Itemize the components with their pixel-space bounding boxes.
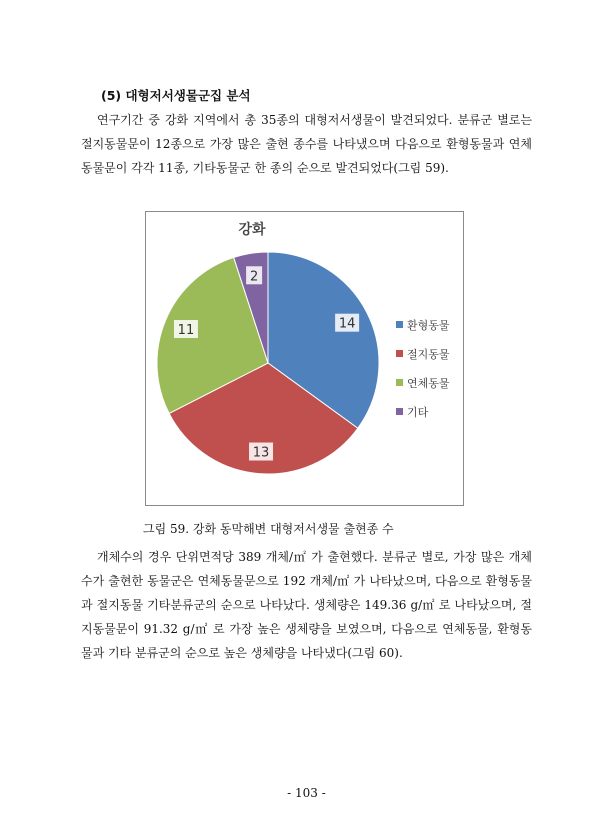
figure-caption: 그림 59. 강화 동막해변 대형저서생물 출현종 수	[143, 522, 394, 536]
data-label-2	[249, 443, 273, 461]
data-label-4	[246, 266, 262, 284]
paragraph-species-text: 연구기간 중 강화 지역에서 총 35종의 대형저서생물이 발견되었다. 분류군 별로는 절지동물문이 12종으로 가장 많은 출현 종수를 나타냈으며 다음으로 환형동물과 연체동물문이 각각 11종, 기타동물군 한 종의 순으로 발견되었다(그림 59).	[81, 113, 532, 175]
legend-swatch	[396, 408, 403, 415]
pie-chart	[146, 212, 465, 507]
legend-item-1	[396, 318, 450, 332]
legend-label: 연체동물	[407, 377, 450, 390]
data-label-3	[174, 320, 198, 338]
data-label-1	[335, 314, 359, 332]
chart-title: 강화	[238, 222, 266, 238]
pie-slices	[157, 252, 379, 474]
page-number: - 103 -	[287, 786, 326, 800]
legend-label: 환형동물	[407, 319, 450, 332]
paragraph-abundance-text: 개체수의 경우 단위면적당 389 개체/㎡ 가 출현했다. 분류군 별로, 가장 많은 개체수가 출현한 동물군은 연체동물문으로 192 개체/㎡ 가 나타났으며, 다음으로 환형동물과 절지동물 기타분류군의 순으로 나타났다. 생체량은 149.36 g/㎡ 로 나타났으며, 절지동물문이 91.32 g/㎡ 로 가장 높은 생체량을 보였으며, 다음으로 연체동물, 환형동물과 기타 분류군의 순으로 높은 생체량을 나타냈다(그림 60).	[81, 550, 532, 660]
data-label-text: 14	[338, 316, 356, 332]
chart-legend	[396, 318, 450, 419]
data-label-text: 13	[252, 445, 270, 461]
pie-chart-figure	[145, 211, 464, 506]
legend-item-2	[396, 347, 450, 361]
legend-item-4	[396, 405, 429, 419]
legend-item-3	[396, 376, 450, 390]
data-label-text: 2	[249, 269, 259, 285]
legend-swatch	[396, 350, 403, 357]
section-heading: (5) 대형저서생물군집 분석	[101, 88, 251, 103]
legend-label: 기타	[407, 406, 429, 419]
paragraph-species	[81, 108, 532, 180]
legend-swatch	[396, 321, 403, 328]
legend-label: 절지동물	[407, 348, 450, 361]
legend-swatch	[396, 379, 403, 386]
data-label-text: 11	[177, 323, 195, 339]
paragraph-abundance	[81, 545, 532, 665]
